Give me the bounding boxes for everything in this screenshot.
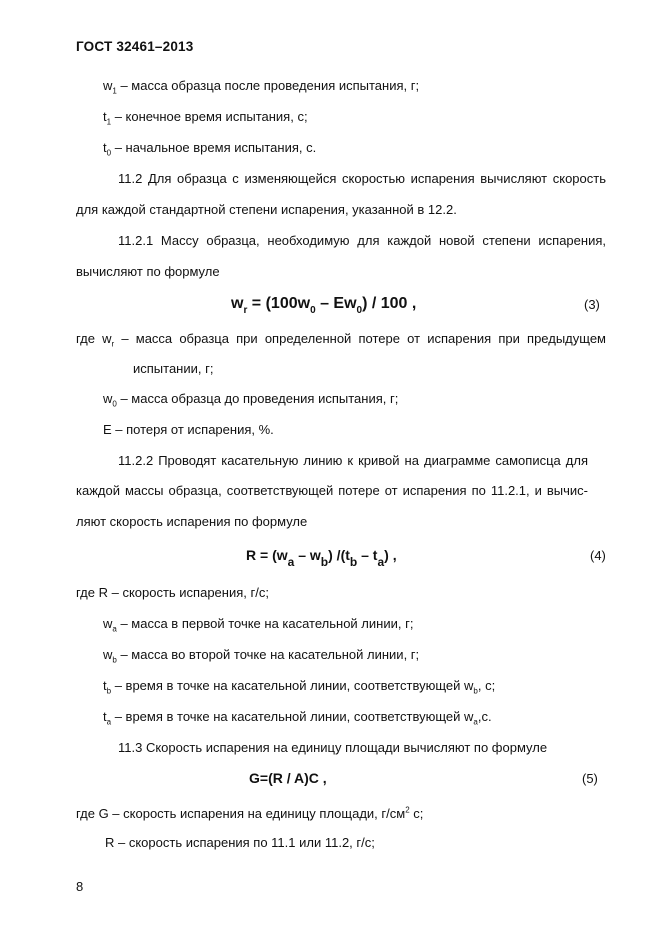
definition-subscript: 1 [106,117,112,127]
formula-part: = (100w [247,295,311,312]
definition-subscript: b [106,686,112,696]
definition-symbol: t [103,140,107,155]
formula-subscript: b [349,555,358,569]
formula-5: G=(R / A)C , [249,770,327,786]
formula-3 [231,293,416,322]
definition-text: – потеря от испарения, %. [111,422,274,437]
formula-number-5: (5) [582,771,598,786]
definition-symbol: t [103,678,107,693]
definition-symbol: t [103,709,107,724]
definition-subscript: 0 [112,399,117,409]
definition-subscript: b [112,655,117,665]
formula-part: – t [357,547,378,563]
definition-symbol: w [103,647,113,662]
where-wr-line1 [76,331,606,347]
paragraph-11-2-1-line1: 11.2.1 Массу образца, необходимую для каждой новой степени испарения, [118,233,606,248]
where-subscript: r [111,339,115,349]
formula-part: ) / 100 , [362,295,417,312]
definition-wb [103,647,419,663]
definition-w0 [103,391,398,407]
definition-e [103,422,274,438]
definition-text: – масса образца до проведения испытания, г; [116,391,399,406]
definition-text: – время в точке на касательной линии, соответствующей w [111,678,474,693]
formula-part: – Ew [315,295,357,312]
definition-subscript: 0 [106,148,112,158]
definition-text: , с; [477,678,496,693]
definition-g [76,806,423,822]
definition-r-rate: R – скорость испарения по 11.1 или 11.2, г/с; [105,835,375,850]
formula-part: R = (w [246,547,288,563]
definition-text: – начальное время испытания, с. [111,140,317,155]
definition-text: – конечное время испытания, с; [111,109,308,124]
document-header: ГОСТ 32461–2013 [76,39,194,54]
definition-text: – масса в первой точке на касательной линии, г; [116,616,414,631]
definition-symbol: w [103,391,113,406]
formula-part: ) /(t [328,547,350,563]
definition-text: ,с. [477,709,492,724]
formula-number-4: (4) [590,548,606,563]
formula-part: – w [294,547,321,563]
where-text: – масса образца при определенной потере от испарения при предыдущем [114,331,606,346]
definition-text: с; [409,806,424,821]
formula-subscript: 0 [310,305,316,316]
paragraph-11-2-line1: 11.2 Для образца с изменяющейся скоростью испарения вычисляют скорость [118,171,606,186]
definition-symbol: E [103,422,112,437]
definition-subscript: a [112,624,117,634]
definition-subscript: a [473,717,478,727]
formula-subscript: a [287,555,295,569]
definition-text: – время в точке на касательной линии, соответствующей w [111,709,474,724]
formula-subscript: b [320,555,329,569]
formula-part: w [231,295,244,312]
formula-subscript: a [377,555,385,569]
where-prefix: где w [76,331,112,346]
paragraph-11-3: 11.3 Скорость испарения на единицу площади вычисляют по формуле [118,740,548,755]
definition-text: – масса образца после проведения испытания, г; [116,78,420,93]
definition-text: – масса во второй точке на касательной линии, г; [116,647,420,662]
definition-subscript: 1 [112,86,117,96]
definition-symbol: где R [76,585,108,600]
paragraph-11-2-1-line2: вычисляют по формуле [76,264,220,279]
paragraph-11-2-line2: для каждой стандартной степени испарения, указанной в 12.2. [76,202,457,217]
definition-subscript: a [106,717,112,727]
definition-symbol: w [103,78,113,93]
paragraph-11-2-2-line3: ляют скорость испарения по формуле [76,514,308,529]
formula-number-3: (3) [584,297,600,312]
definition-w1 [103,78,419,94]
definition-text: – скорость испарения, г/с; [107,585,269,600]
formula-subscript: r [243,305,248,316]
definition-tb [103,678,495,694]
definition-superscript: 2 [405,805,410,815]
page-number: 8 [76,879,84,894]
definition-ta [103,709,492,725]
paragraph-11-2-2-line1: 11.2.2 Проводят касательную линию к кривой на диаграмме самописца для [118,453,588,468]
where-wr-line2: испытании, г; [133,361,214,376]
definition-r [76,585,269,601]
definition-wa [103,616,413,632]
definition-subscript: b [473,686,478,696]
definition-symbol: t [103,109,107,124]
definition-t1 [103,109,308,125]
formula-subscript: 0 [356,305,363,316]
formula-4 [246,544,397,573]
formula-part: ) , [384,547,397,563]
definition-symbol: w [103,616,113,631]
paragraph-11-2-2-line2: каждой массы образца, соответствующей потере от испарения по 11.2.1, и вычис- [76,483,588,498]
definition-t0 [103,140,316,156]
definition-text: где G – скорость испарения на единицу площади, г/см [76,806,406,821]
